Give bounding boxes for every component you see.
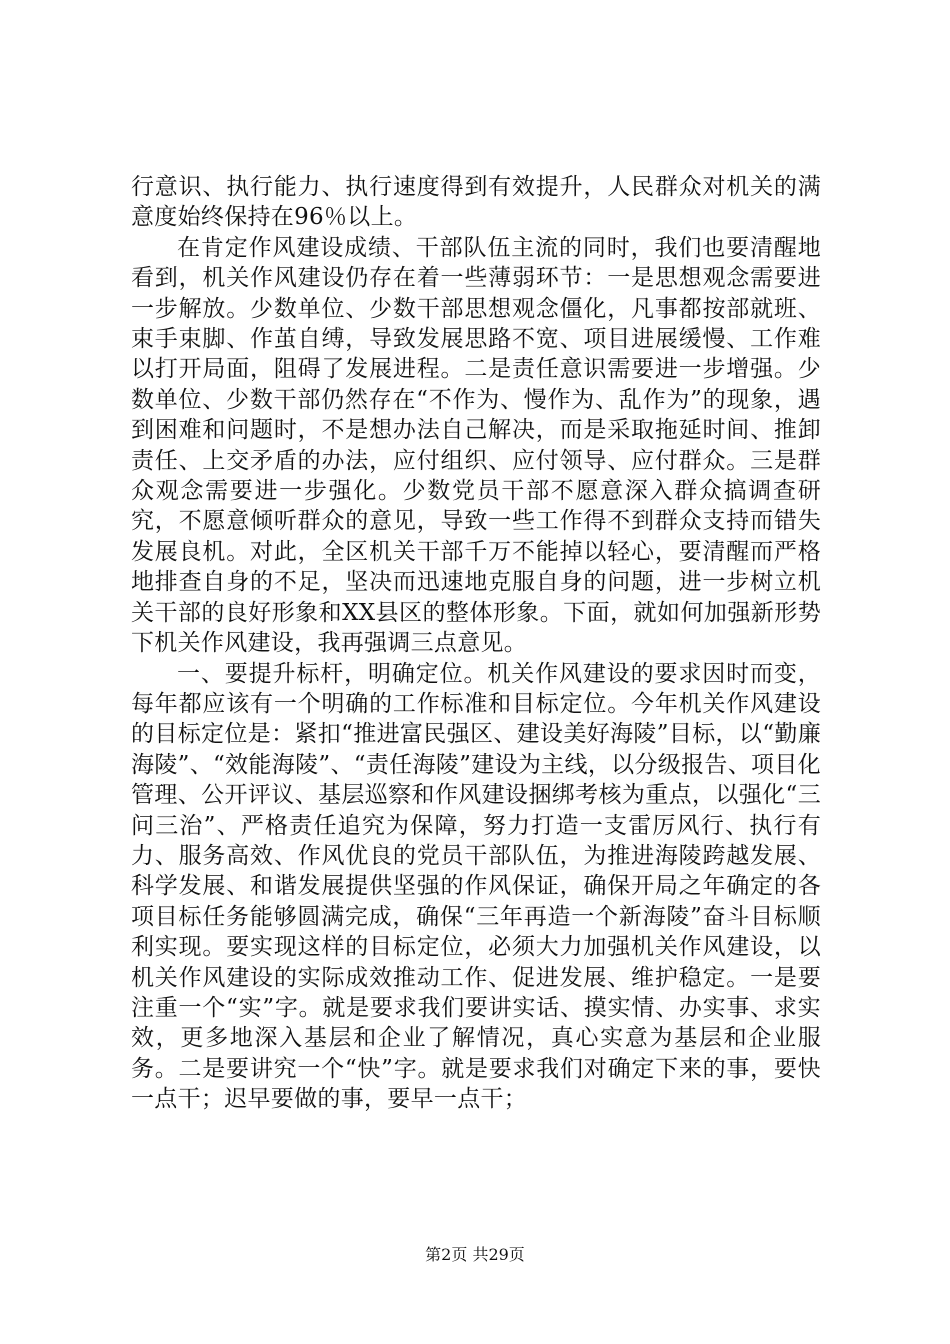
paragraph-weaknesses: 在肯定作风建设成绩、干部队伍主流的同时，我们也要清醒地看到，机关作风建设仍存在着一些薄弱环节：一是思想观念需要进一步解放。少数单位、少数干部思想观念僵化，凡事都按部就班、束手束脚、作茧自缚，导致发展思路不宽、项目进展缓慢、工作难以打开局面，阻碍了发展进程。二是责任意识需要进一步增强。少数单位、少数干部仍然存在“不作为、慢作为、乱作为”的现象，遇到困难和问题时，不是想办法自己解决，而是采取拖延时间、推卸责任、上交矛盾的办法，应付组织、应付领导、应付群众。三是群众观念需要进一步强化。少数党员干部不愿意深入群众搞调查研究，不愿意倾听群众的意见，导致一些工作得不到群众支持而错失发展良机。对此，全区机关干部千万不能掉以轻心，要清醒而严格地排查自身的不足，坚决而迅速地克服自身的问题，进一步树立机关干部的良好形象和XX县区的整体形象。下面，就如何加强新形势下机关作风建设，我再强调三点意见。 xyxy=(131,234,821,657)
paragraph-continuation: 行意识、执行能力、执行速度得到有效提升，人民群众对机关的满意度始终保持在96％以上。 xyxy=(131,174,821,231)
paragraph-benchmark: 一、要提升标杆，明确定位。机关作风建设的要求因时而变，每年都应该有一个明确的工作标准和目标定位。今年机关作风建设的目标定位是：紧扣“推进富民强区、建设美好海陵”目标，以“勤廉海陵”、“效能海陵”、“责任海陵”建设为主线，以分级报告、项目化管理、公开评议、基层巡察和作风建设捆绑考核为重点，以强化“三问三治”、严格责任追究为保障，努力打造一支雷厉风行、执行有力、服务高效、作风优良的党员干部队伍，为推进海陵跨越发展、科学发展、和谐发展提供坚强的作风保证，确保开局之年确定的各项目标任务能够圆满完成，确保“三年再造一个新海陵”奋斗目标顺利实现。要实现这样的目标定位，必须大力加强机关作风建设，以机关作风建设的实际成效推动工作、促进发展、维护稳定。一是要注重一个“实”字。就是要求我们要讲实话、摸实情、办实事、求实效，更多地深入基层和企业了解情况，真心实意为基层和企业服务。二是要讲究一个“快”字。就是要求我们对确定下来的事，要快一点干；迟早要做的事，要早一点干； xyxy=(131,660,821,1113)
document-body xyxy=(131,172,821,1115)
page-footer: 第2页 共29页 xyxy=(425,1245,525,1264)
